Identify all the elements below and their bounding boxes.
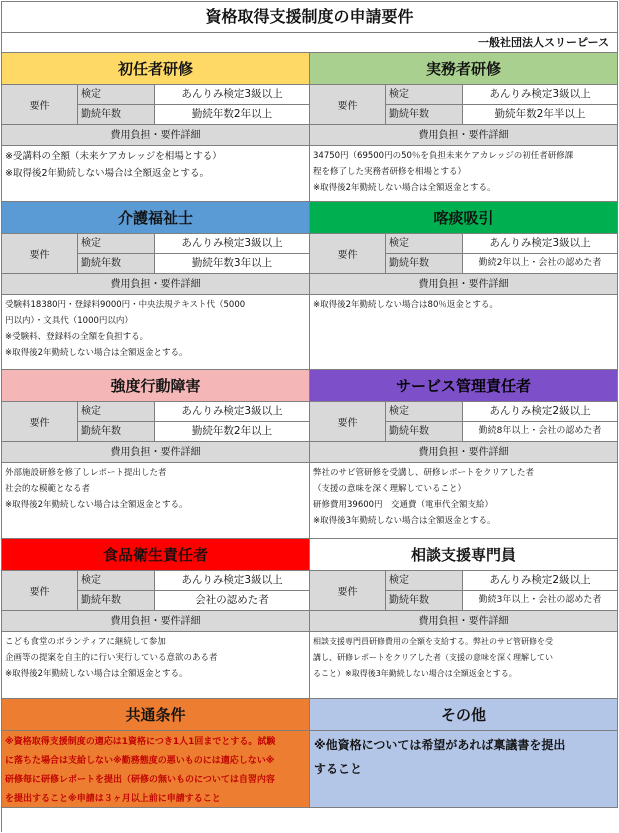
section-kakutan [310,202,618,370]
exam-key: 検定 [78,85,155,104]
section-kyoudo [2,370,310,539]
section-service-manager [310,370,618,539]
cost-details-label: 費用負担・要件詳細 [2,125,310,146]
years-value: 勤続年数3年以上 [155,254,310,273]
common-conditions [2,699,310,808]
section-header: 強度行動障害 [2,370,310,402]
other-notes [310,699,618,808]
years-value: 勤続年数2年以上 [155,105,310,124]
requirements-sheet [1,1,618,832]
cost-details-label: 費用負担・要件詳細 [2,611,310,632]
details-text: 相談支援専門員研修費用の全額を支給する。弊社のサビ管研修を受 講し、研修レポートをクリアした者（支援の意味を深く理解してい ること）※取得後3年勤続しない場合は全額返金とする。 [310,632,618,699]
years-value: 勤続年数2年以上 [155,422,310,441]
exam-value: あんりみ検定3級以上 [463,85,618,104]
other-text: ※他資格については希望があれば稟議書を提出 すること [310,731,618,808]
requirements-block [310,402,618,442]
requirements-label: 要件 [310,402,386,441]
requirements-label: 要件 [2,402,78,441]
exam-value: あんりみ検定3級以上 [155,402,310,421]
common-conditions-header: 共通条件 [2,699,310,731]
exam-value: あんりみ検定2級以上 [463,402,618,421]
details-text: 弊社のサビ管研修を受講し、研修レポートをクリアした者 （支援の意味を深く理解していること） 研修費用39600円 交通費（電車代全額支給） ※取得後3年勤続しない場合は全額返金とする。 [310,463,618,539]
exam-value: あんりみ検定3級以上 [155,85,310,104]
details-text: 外部施設研修を修了しレポート提出した者 社会的な模範となる者 ※取得後2年勤続しない場合は全額返金とする。 [2,463,310,539]
exam-value: あんりみ検定3級以上 [155,571,310,590]
exam-key: 検定 [78,402,155,421]
exam-key: 検定 [386,234,463,253]
section-header: 喀痰吸引 [310,202,618,234]
years-key: 勤続年数 [386,422,463,441]
years-key: 勤続年数 [78,254,155,273]
other-header: その他 [310,699,618,731]
exam-value: あんりみ検定3級以上 [463,234,618,253]
cost-details-label: 費用負担・要件詳細 [2,274,310,295]
years-value: 勤続2年以上・会社の認めた者 [463,254,618,273]
section-header: 介護福祉士 [2,202,310,234]
requirements-block [310,85,618,125]
page-title: 資格取得支援制度の申請要件 [2,2,618,33]
cost-details-label: 費用負担・要件詳細 [310,442,618,463]
requirements-label: 要件 [310,85,386,124]
exam-key: 検定 [78,571,155,590]
years-value: 勤続8年以上・会社の認めた者 [463,422,618,441]
details-text: ※取得後2年勤続しない場合は80％返金とする。 [310,295,618,370]
requirements-label: 要件 [2,571,78,610]
section-row-2 [2,202,618,370]
section-header: 食品衛生責任者 [2,539,310,571]
cost-details-label: 費用負担・要件詳細 [310,611,618,632]
common-conditions-text: ※資格取得支援制度の適応は1資格につき1人1回までとする。試験 に落ちた場合は支給しない※勤務態度の悪いものには適応しない※ 研修毎に研修レポートを提出（研修の無いものについては自習内容 を提出すること※申請は３ヶ月以上前に申請すること [2,731,310,808]
section-header: サービス管理責任者 [310,370,618,402]
requirements-label: 要件 [2,234,78,273]
exam-value: あんりみ検定2級以上 [463,571,618,590]
section-kaigo [2,202,310,370]
requirements-block [2,234,310,274]
requirements-block [310,234,618,274]
section-row-3 [2,370,618,539]
requirements-block [2,402,310,442]
section-header: 実務者研修 [310,53,618,85]
years-value: 勤続3年以上・会社の認めた者 [463,591,618,610]
requirements-block [2,85,310,125]
bottom-row [2,699,618,808]
exam-value: あんりみ検定3級以上 [155,234,310,253]
exam-key: 検定 [386,571,463,590]
organization-name: 一般社団法人スリーピース [2,33,618,53]
cost-details-label: 費用負担・要件詳細 [310,125,618,146]
section-row-1 [2,53,618,202]
requirements-label: 要件 [310,571,386,610]
details-text: 34750円（69500円の50％を負担未来ケアカレッジの初任者研修課 程を修了した実務者研修を相場とする） ※取得後2年勤続しない場合は全額返金とする。 [310,146,618,202]
years-value: 会社の認めた者 [155,591,310,610]
details-text: ※受講料の全額（未来ケアカレッジを相場とする） ※取得後2年勤続しない場合は全額返金とする。 [2,146,310,202]
section-food-hygiene [2,539,310,699]
exam-key: 検定 [386,402,463,421]
cost-details-label: 費用負担・要件詳細 [310,274,618,295]
requirements-block [310,571,618,611]
years-key: 勤続年数 [78,105,155,124]
years-key: 勤続年数 [78,591,155,610]
section-consultation [310,539,618,699]
exam-key: 検定 [78,234,155,253]
section-header: 相談支援専門員 [310,539,618,571]
requirements-block [2,571,310,611]
details-text: 受験料18380円・登録料9000円・中央法規テキスト代（5000 円以内）・文具代（1000円以内） ※受験料、登録料の全額を負担する。 ※取得後2年勤続しない場合は全額返金とする。 [2,295,310,370]
years-value: 勤続年数2年半以上 [463,105,618,124]
section-shoninsha [2,53,310,202]
exam-key: 検定 [386,85,463,104]
years-key: 勤続年数 [386,254,463,273]
section-row-4 [2,539,618,699]
years-key: 勤続年数 [386,105,463,124]
years-key: 勤続年数 [386,591,463,610]
years-key: 勤続年数 [78,422,155,441]
requirements-label: 要件 [310,234,386,273]
cost-details-label: 費用負担・要件詳細 [2,442,310,463]
details-text: こども食堂のボランティアに継続して参加 企画等の提案を自主的に行い実行している意欲のある者 ※取得後2年勤続しない場合は全額返金とする。 [2,632,310,699]
requirements-label: 要件 [2,85,78,124]
section-jitsumusha [310,53,618,202]
section-header: 初任者研修 [2,53,310,85]
